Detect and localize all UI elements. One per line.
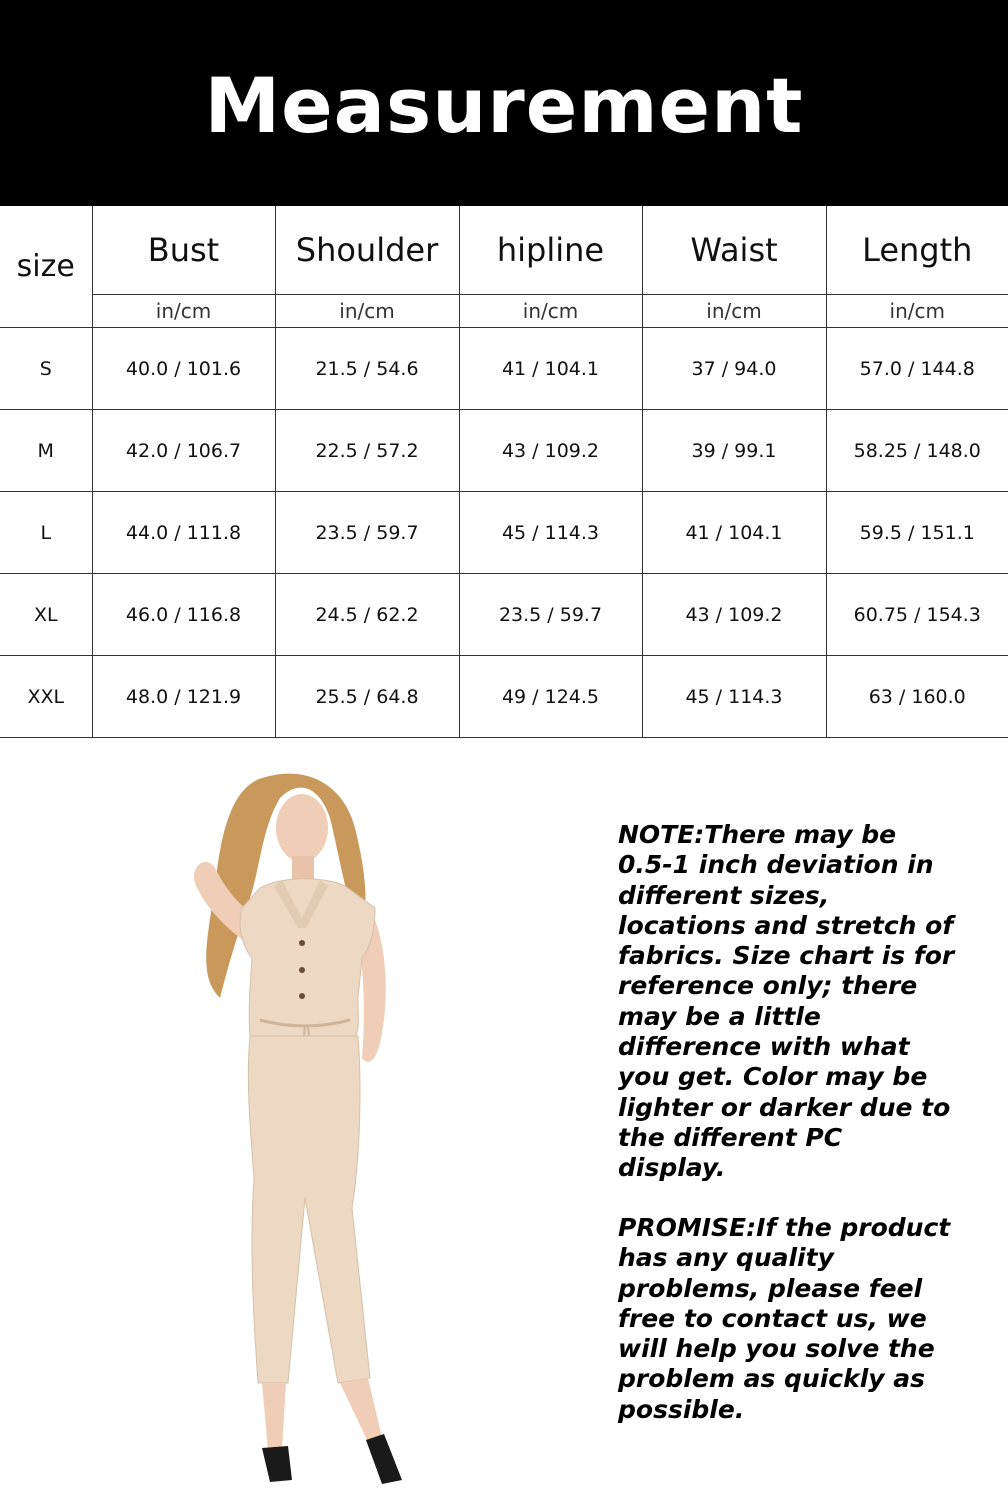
table-row: [0, 328, 1008, 410]
model-photo: [170, 758, 420, 1498]
table-cell: 25.5 / 64.8: [275, 656, 459, 738]
unit-label: in/cm: [459, 295, 642, 328]
size-cell: S: [0, 328, 92, 410]
table-cell: 60.75 / 154.3: [826, 574, 1008, 656]
button-dot: [299, 940, 305, 946]
page-title: Measurement: [204, 60, 804, 150]
column-header-hipline: hipline: [459, 206, 642, 295]
right-shoe: [366, 1434, 402, 1484]
header-banner: [0, 0, 1008, 206]
right-leg: [340, 1378, 382, 1442]
left-leg: [262, 1383, 286, 1450]
unit-label: in/cm: [275, 295, 459, 328]
left-shoe: [262, 1446, 292, 1482]
size-chart-table: [0, 206, 1008, 738]
table-row: [0, 492, 1008, 574]
table-cell: 58.25 / 148.0: [826, 410, 1008, 492]
table-cell: 46.0 / 116.8: [92, 574, 275, 656]
unit-label: in/cm: [642, 295, 826, 328]
button-dot: [299, 967, 305, 973]
column-header-bust: Bust: [92, 206, 275, 295]
unit-row: [0, 295, 1008, 328]
size-column-header: size: [0, 206, 92, 328]
table-cell: 39 / 99.1: [642, 410, 826, 492]
table-cell: 43 / 109.2: [642, 574, 826, 656]
table-cell: 23.5 / 59.7: [275, 492, 459, 574]
table-cell: 40.0 / 101.6: [92, 328, 275, 410]
table-cell: 45 / 114.3: [642, 656, 826, 738]
table-cell: 41 / 104.1: [459, 328, 642, 410]
table-row: [0, 656, 1008, 738]
table-cell: 22.5 / 57.2: [275, 410, 459, 492]
promise-text: PROMISE:If the product has any quality problems, please feel free to contact us, we will help you solve the problem as quickly as possible.: [618, 1213, 951, 1424]
column-header-length: Length: [826, 206, 1008, 295]
face-shape: [276, 794, 328, 862]
size-cell: M: [0, 410, 92, 492]
table-cell: 37 / 94.0: [642, 328, 826, 410]
table-cell: 63 / 160.0: [826, 656, 1008, 738]
table-row: [0, 410, 1008, 492]
table-header-row: [0, 206, 1008, 295]
column-header-shoulder: Shoulder: [275, 206, 459, 295]
table-cell: 43 / 109.2: [459, 410, 642, 492]
note-text: NOTE:There may be 0.5-1 inch deviation in different sizes, locations and stretch of fabrics. Size chart is for reference only; there may be a little difference with what you get. Color may be lighter or darker due to the different PC display.: [618, 820, 955, 1183]
table-cell: 44.0 / 111.8: [92, 492, 275, 574]
column-header-waist: Waist: [642, 206, 826, 295]
unit-label: in/cm: [826, 295, 1008, 328]
unit-label: in/cm: [92, 295, 275, 328]
jumpsuit-top: [240, 879, 375, 1038]
size-cell: XL: [0, 574, 92, 656]
jumpsuit-pants: [248, 1036, 370, 1383]
size-cell: XXL: [0, 656, 92, 738]
table-row: [0, 574, 1008, 656]
table-cell: 21.5 / 54.6: [275, 328, 459, 410]
size-cell: L: [0, 492, 92, 574]
table-cell: 49 / 124.5: [459, 656, 642, 738]
table-cell: 45 / 114.3: [459, 492, 642, 574]
table-cell: 59.5 / 151.1: [826, 492, 1008, 574]
button-dot: [299, 993, 305, 999]
table-cell: 48.0 / 121.9: [92, 656, 275, 738]
table-cell: 57.0 / 144.8: [826, 328, 1008, 410]
table-cell: 23.5 / 59.7: [459, 574, 642, 656]
table-cell: 42.0 / 106.7: [92, 410, 275, 492]
table-cell: 41 / 104.1: [642, 492, 826, 574]
table-cell: 24.5 / 62.2: [275, 574, 459, 656]
